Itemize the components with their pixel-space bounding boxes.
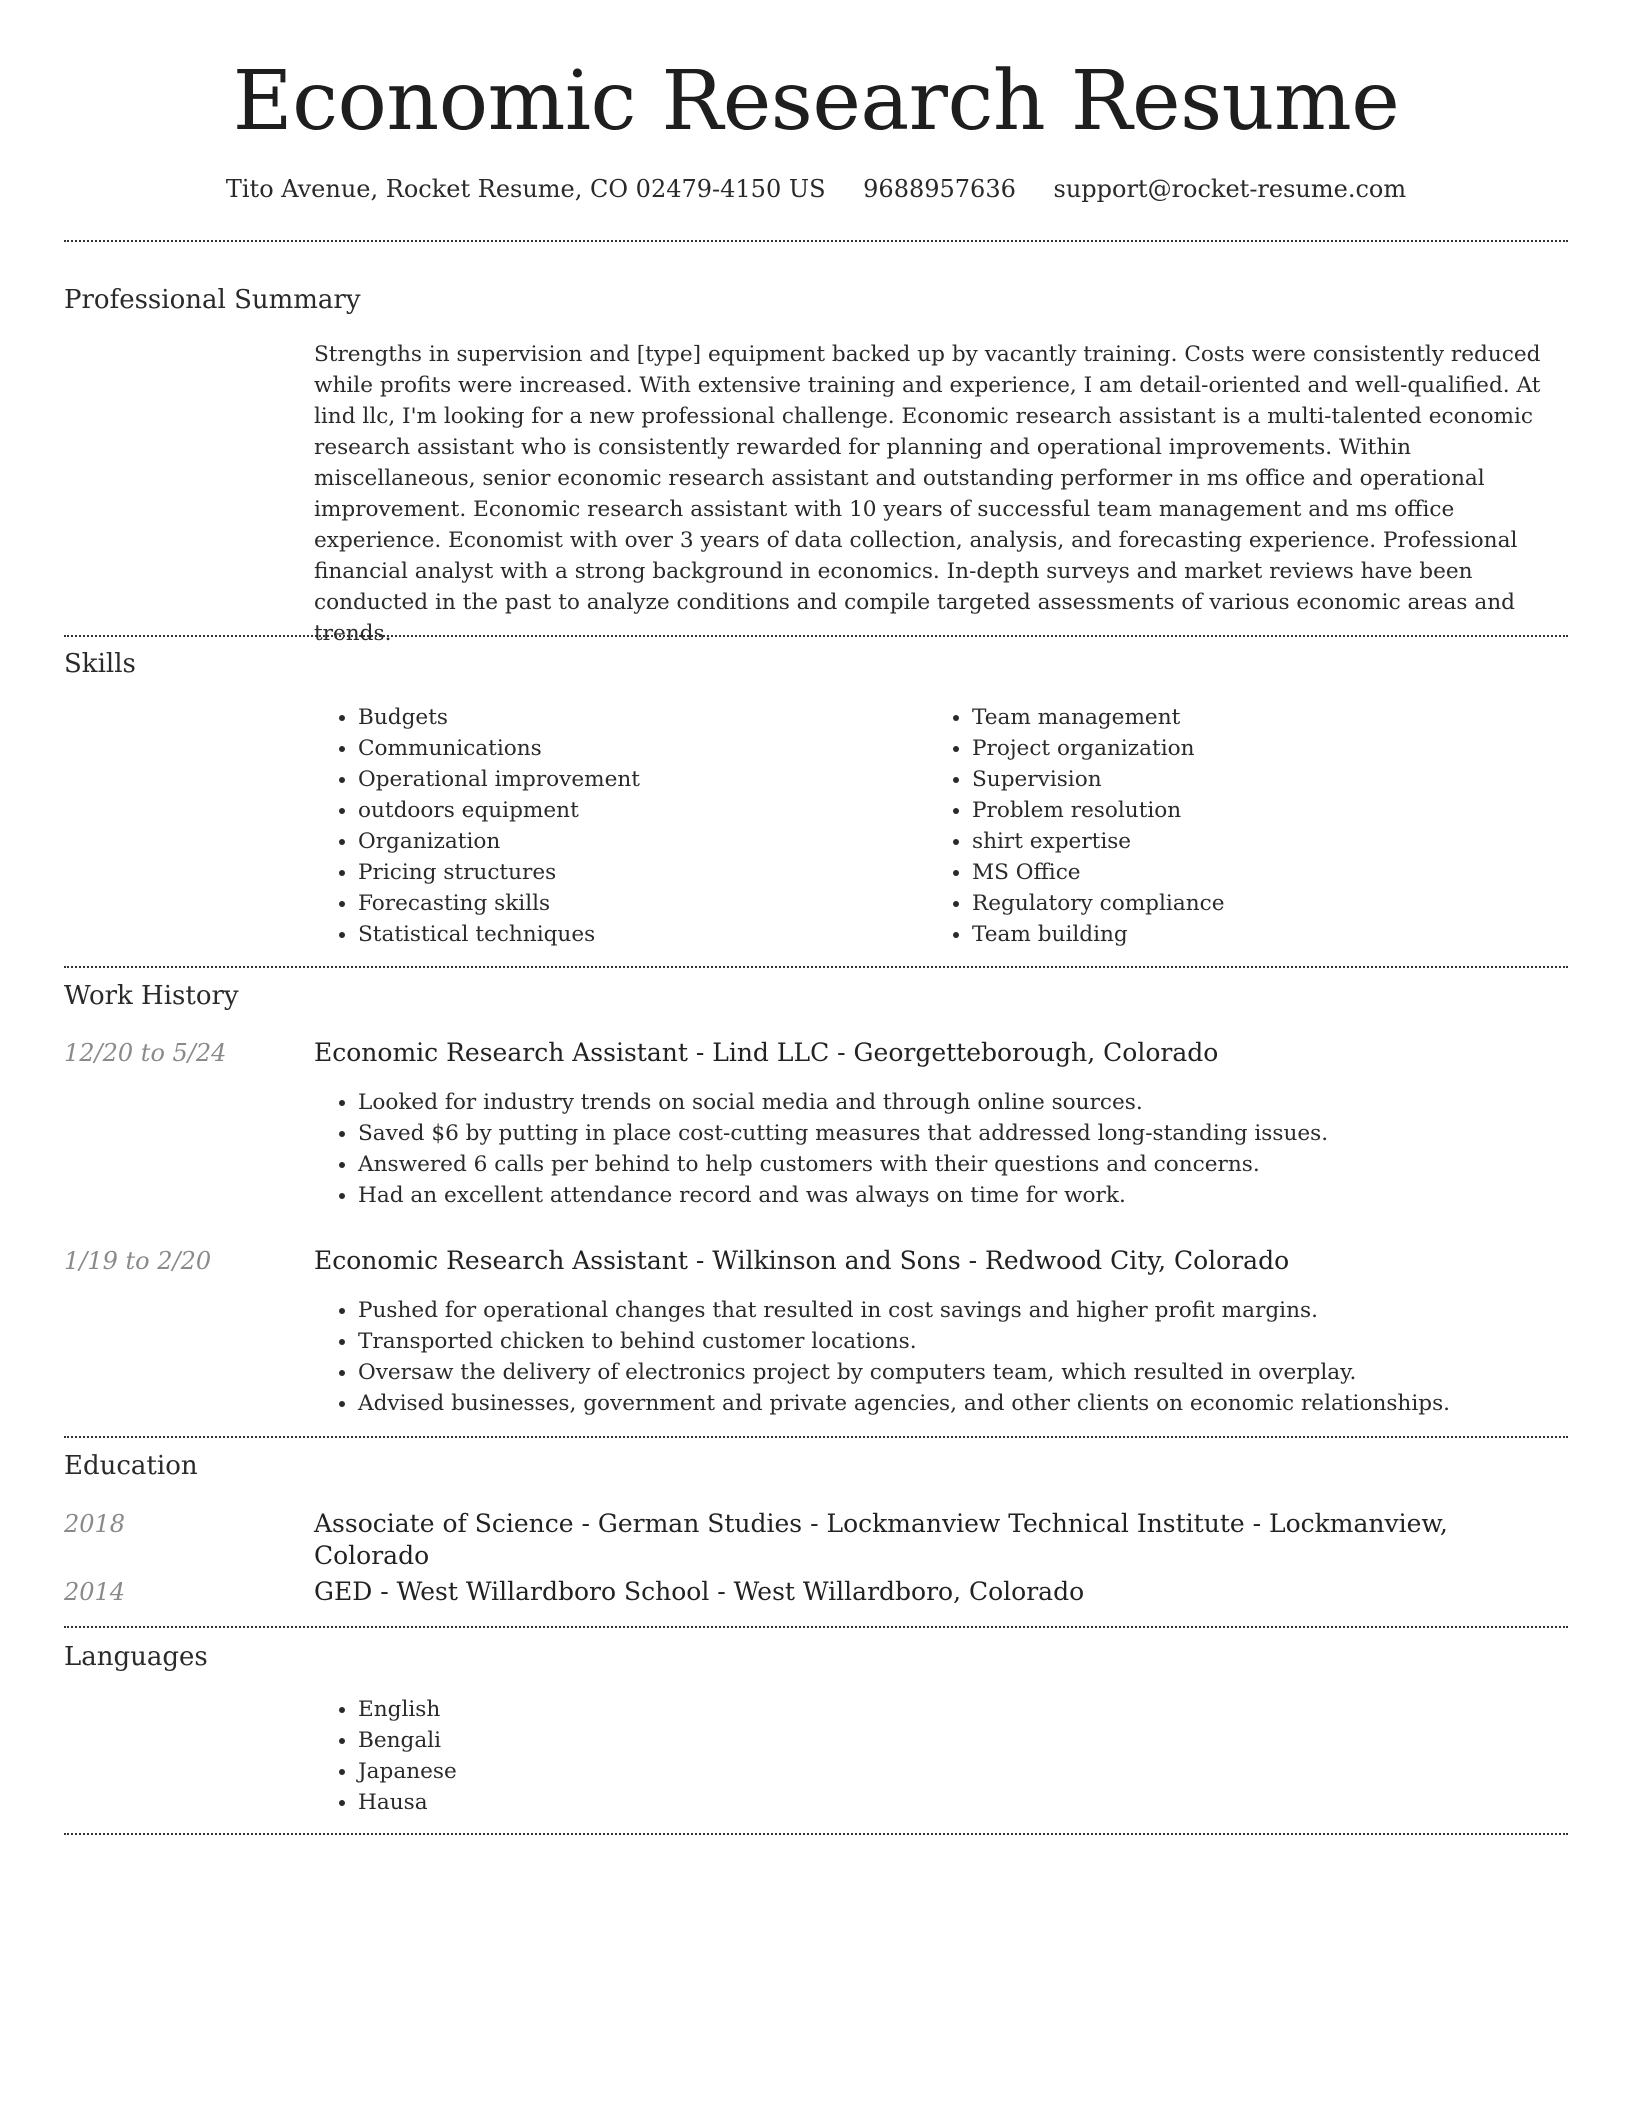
skill-item: • Team building [972,919,1224,950]
section-divider [64,966,1568,968]
education-entry: GED - West Willardboro School - West Willardboro, Colorado [314,1577,1085,1606]
languages-heading: Languages [64,1642,208,1672]
job-bullet: • Oversaw the delivery of electronics project by computers team, which resulted in overplay. [358,1357,1450,1388]
section-divider [64,240,1568,242]
skill-item: • outdoors equipment [358,795,640,826]
job-title: Economic Research Assistant - Wilkinson and Sons - Redwood City, Colorado [314,1246,1290,1275]
education-heading: Education [64,1451,198,1481]
skill-item: • MS Office [972,857,1224,888]
skill-item: • Forecasting skills [358,888,640,919]
education-year: 2018 [64,1510,126,1538]
skill-item: • Communications [358,733,640,764]
skills-list-right [928,702,1224,950]
skill-item: • Supervision [972,764,1224,795]
contact-phone: 9688957636 [863,175,1016,203]
resume-title: Economic Research Resume [232,54,1400,149]
skills-heading: Skills [64,649,136,679]
contact-address: Tito Avenue, Rocket Resume, CO 02479-4150 US [225,175,826,203]
job-bullet: • Pushed for operational changes that resulted in cost savings and higher profit margins. [358,1295,1450,1326]
skill-item: • Statistical techniques [358,919,640,950]
section-divider [64,1833,1568,1835]
section-divider [64,635,1568,637]
work-heading: Work History [64,981,239,1011]
language-item: • Bengali [358,1725,457,1756]
contact-line [64,174,1568,204]
summary-text: Strengths in supervision and [type] equipment backed up by vacantly training. Costs were consistently reduced while profits were increased. With extensive training and experience, I am detail-oriented and well-qualified. At lind llc, I'm looking for a new professional challenge. Economic research assistant is a multi-talented economic research assistant who is consistently rewarded for planning and operational improvements. Within miscellaneous, senior economic research assistant and outstanding performer in ms office and operational improvement. Economic research assistant with 10 years of successful team management and ms office experience. Economist with over 3 years of data collection, analysis, and forecasting experience. Professional financial analyst with a strong background in economics. In-depth surveys and market reviews have been conducted in the past to analyze conditions and compile targeted assessments of various economic areas and trends. [314,342,1541,646]
section-divider [64,1436,1568,1438]
job-bullets [314,1295,1450,1419]
skill-item: • Budgets [358,702,640,733]
skill-item: • Problem resolution [972,795,1224,826]
summary-heading: Professional Summary [64,285,361,315]
education-entry: Associate of Science - German Studies - Lockmanview Technical Institute - Lockmanview, Colorado [314,1509,1448,1570]
skill-item: • shirt expertise [972,826,1224,857]
job-bullet: • Had an excellent attendance record and was always on time for work. [358,1180,1328,1211]
skill-item: • Pricing structures [358,857,640,888]
language-item: • Hausa [358,1787,457,1818]
job-bullet: • Transported chicken to behind customer locations. [358,1326,1450,1357]
skill-item: • Project organization [972,733,1224,764]
language-item: • Japanese [358,1756,457,1787]
job-bullet: • Answered 6 calls per behind to help customers with their questions and concerns. [358,1149,1328,1180]
skills-list-left [314,702,640,950]
skill-item: • Team management [972,702,1224,733]
contact-email: support@rocket-resume.com [1053,175,1407,203]
job-bullets [314,1087,1328,1211]
job-bullet: • Saved $6 by putting in place cost-cutting measures that addressed long-standing issues. [358,1118,1328,1149]
resume-page [64,0,1568,1815]
job-title: Economic Research Assistant - Lind LLC - Georgetteborough, Colorado [314,1038,1219,1067]
language-item: • English [358,1694,457,1725]
job-bullet: • Advised businesses, government and private agencies, and other clients on economic relationships. [358,1388,1450,1419]
job-dates: 12/20 to 5/24 [64,1039,227,1067]
languages-list [314,1694,457,1818]
skill-item: • Organization [358,826,640,857]
skill-item: • Operational improvement [358,764,640,795]
skill-item: • Regulatory compliance [972,888,1224,919]
job-dates: 1/19 to 2/20 [64,1247,212,1275]
job-bullet: • Looked for industry trends on social media and through online sources. [358,1087,1328,1118]
education-year: 2014 [64,1578,126,1606]
section-divider [64,1626,1568,1628]
